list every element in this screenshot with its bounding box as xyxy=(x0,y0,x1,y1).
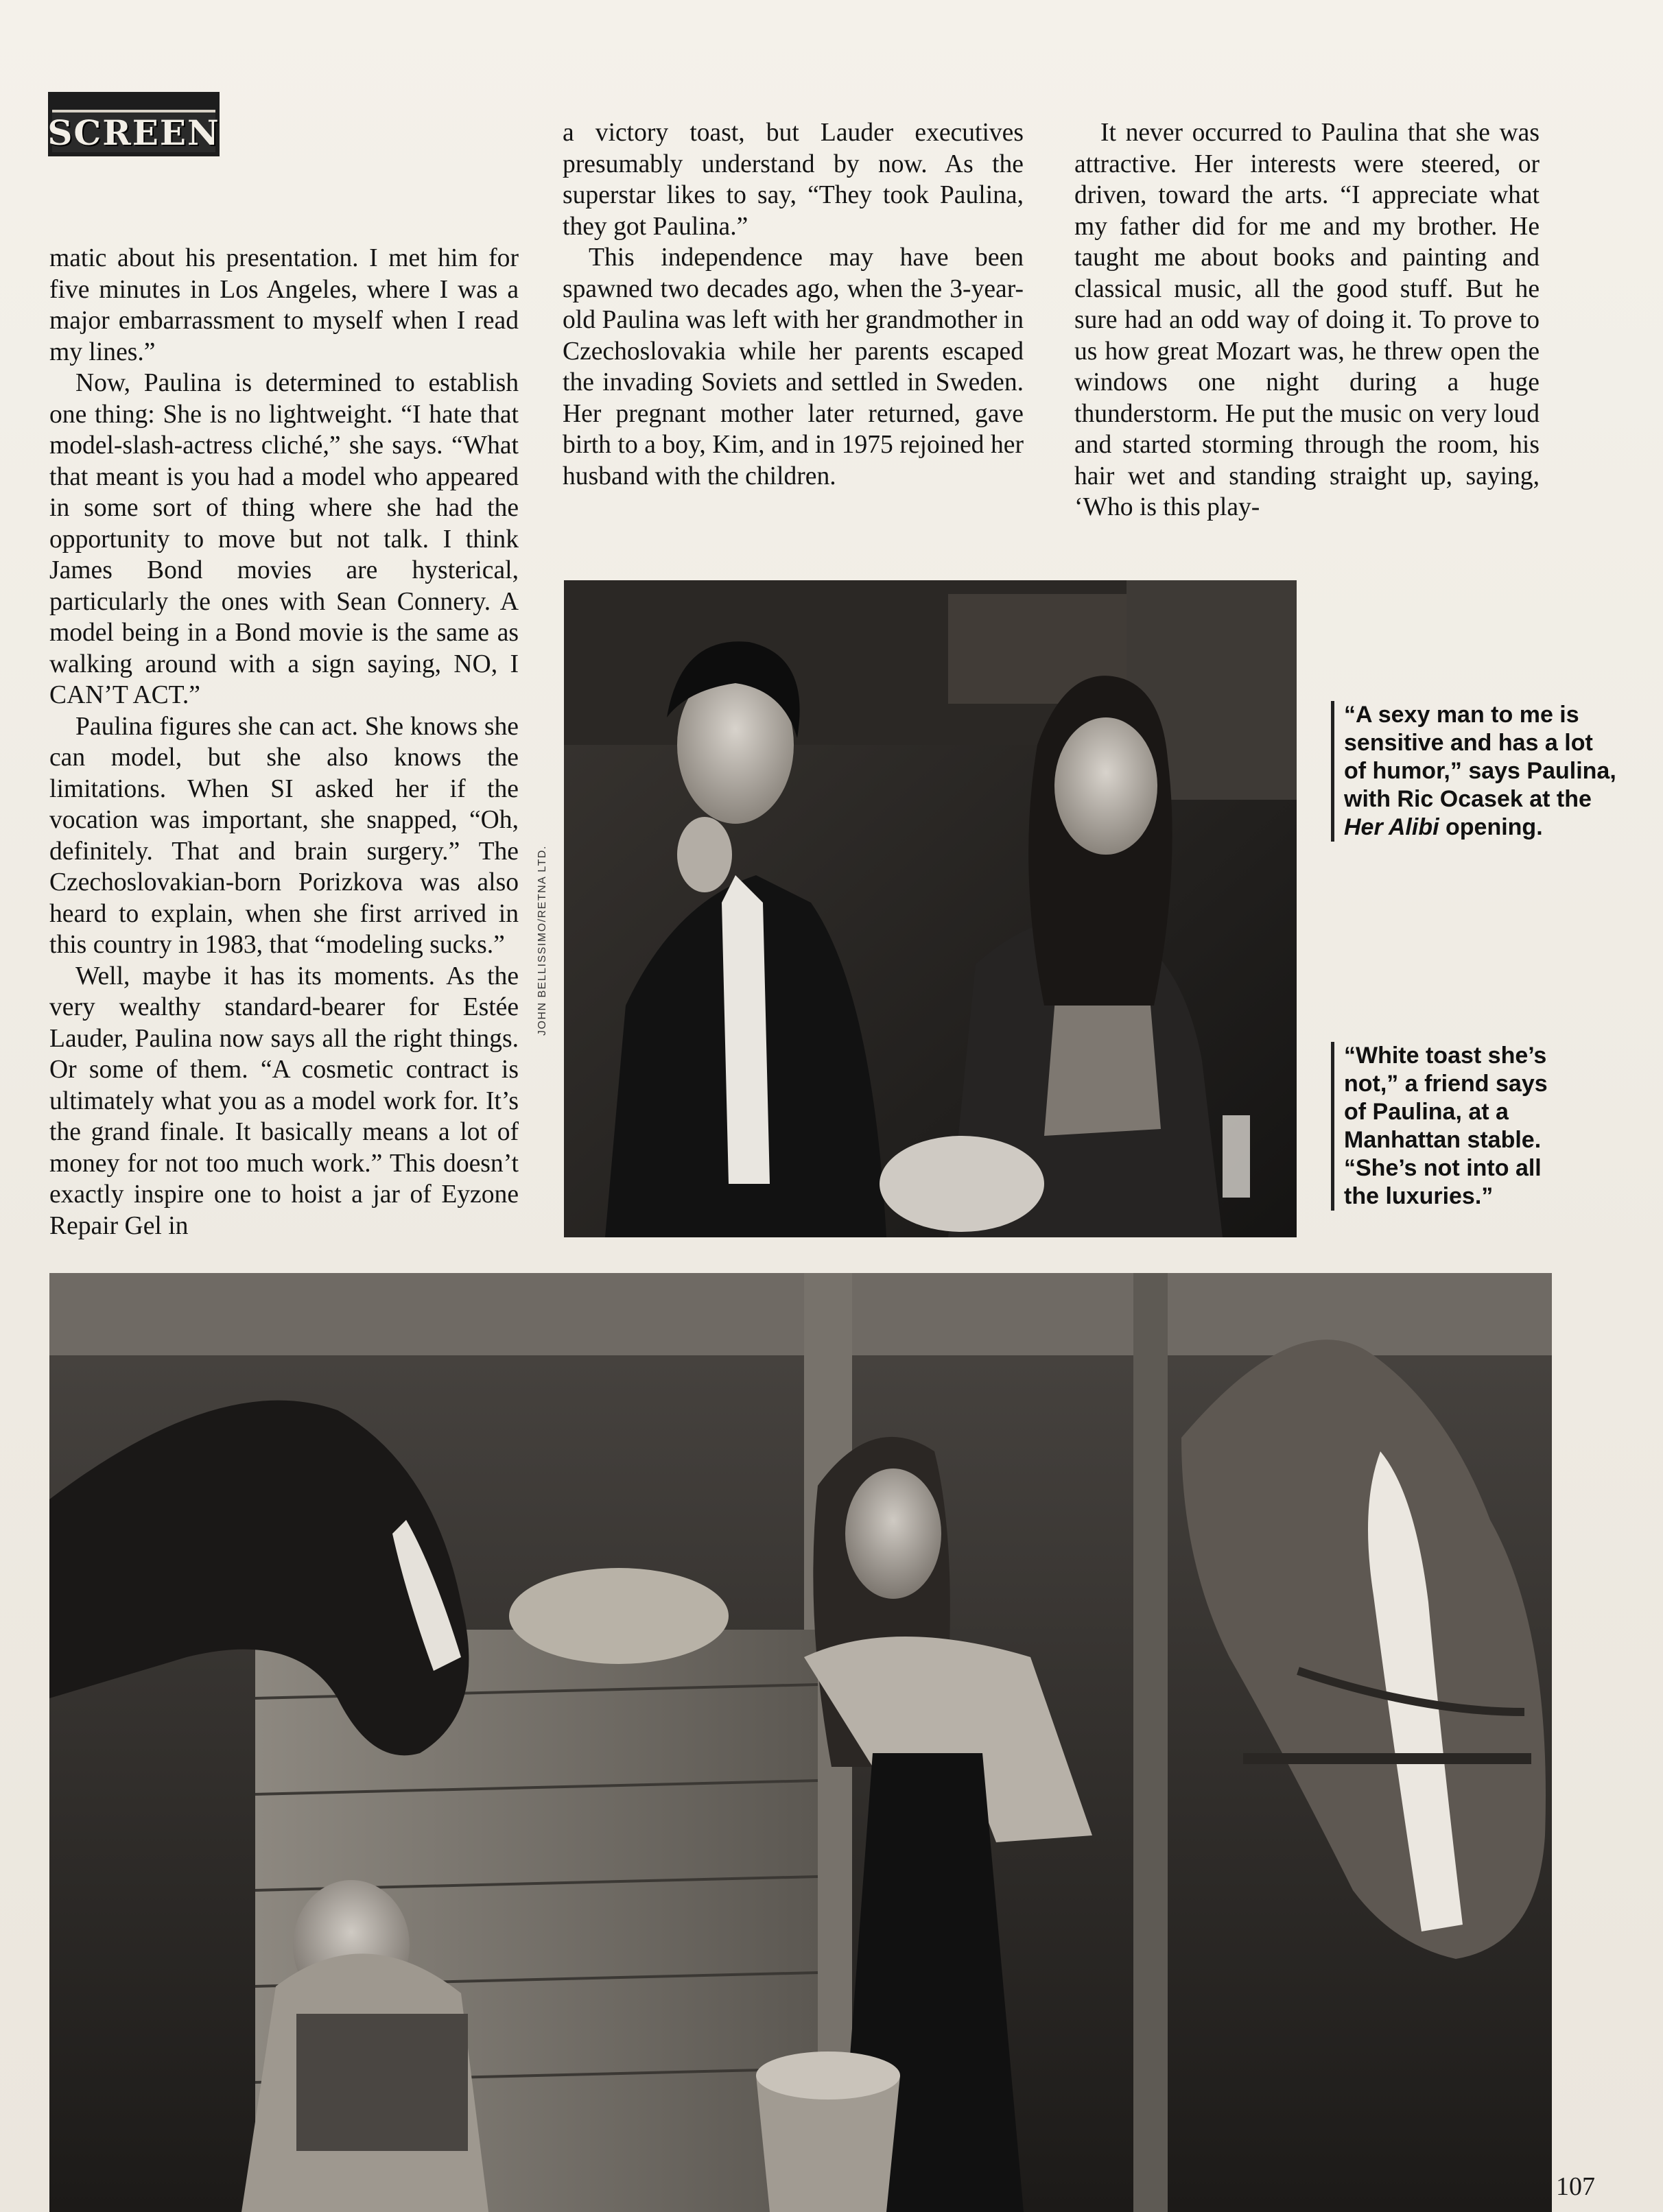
photo-stable-with-horses xyxy=(49,1273,1552,2212)
section-tag xyxy=(48,92,220,156)
text-column-2 xyxy=(563,117,1024,492)
photo-caption-top: “A sexy man to me is sensitive and has a lot of humor,” says Paulina, with Ric Ocasek at the Her Alibi opening. xyxy=(1331,701,1619,842)
paragraph: This independence may have been spawned two decades ago, when the 3-year-old Paulina was left with her grandmother in Czechoslovakia while her parents escaped the invading Soviets and settled in Sweden. Her pregnant mother later returned, gave birth to a boy, Kim, and in 1975 rejoined her husband with the children. xyxy=(563,243,1024,490)
paragraph: a victory toast, but Lauder executives presumably understand by now. As the superstar likes to say, “They took Paulina, they got Paulina.” xyxy=(563,119,1024,241)
paragraph: matic about his presentation. I met him for five minutes in Los Angeles, where I was a major embarrassment to myself when I read my lines.” xyxy=(49,244,519,366)
text-column-1 xyxy=(49,243,519,1241)
photo-couple-at-opening xyxy=(564,580,1297,1237)
text-column-3 xyxy=(1074,117,1540,523)
film-title: Her Alibi xyxy=(1344,814,1439,840)
paragraph: Now, Paulina is determined to establish one thing: She is no lightweight. “I hate that model-slash-actress cliché,” she says. “What that meant is you had a model who appeared in some sort of thing where she had the opportunity to move but not talk. I think James Bond movies are hysterical, particularly the ones with Sean Connery. A model being in a Bond movie is the same as walking around with a sign saying, NO, I CAN’T ACT.” xyxy=(49,369,519,709)
section-label: SCREEN xyxy=(47,112,220,153)
page-number: 107 xyxy=(1556,2172,1595,2201)
paragraph: Well, maybe it has its moments. As the very wealthy standard-bearer for Estée Lauder, Paulina now says all the right things. Or some of them. “A cosmetic contract is ultimately what you as a model work for. It’s the grand finale. It basically means a lot of money for not too much work.” This doesn’t exactly inspire one to hoist a jar of Eyzone Repair Gel in xyxy=(49,962,519,1240)
photo-caption-stable: “White toast she’s not,” a friend says of Paulina, at a Manhattan stable. “She’s not into all the luxuries.” xyxy=(1331,1042,1564,1211)
paragraph: Paulina figures she can act. She knows she can model, but she also knows the limitations. When SI asked her if the vocation was important, she snapped, “Oh, definitely. That and brain surgery.” The Czechoslovakian-born Porizkova was also heard to explain, when she first arrived in this country in 1983, that “modeling sucks.” xyxy=(49,712,519,959)
paragraph: It never occurred to Paulina that she was attractive. Her interests were steered, or driven, toward the arts. “I appreciate what my father did for me and my brother. He taught me about books and painting and classical music, all the good stuff. But he sure had an odd way of doing it. To prove to us how great Mozart was, he threw open the windows one night during a huge thunderstorm. He put the music on very loud and started storming through the room, his hair wet and standing straight up, saying, ‘Who is this play- xyxy=(1074,119,1540,521)
